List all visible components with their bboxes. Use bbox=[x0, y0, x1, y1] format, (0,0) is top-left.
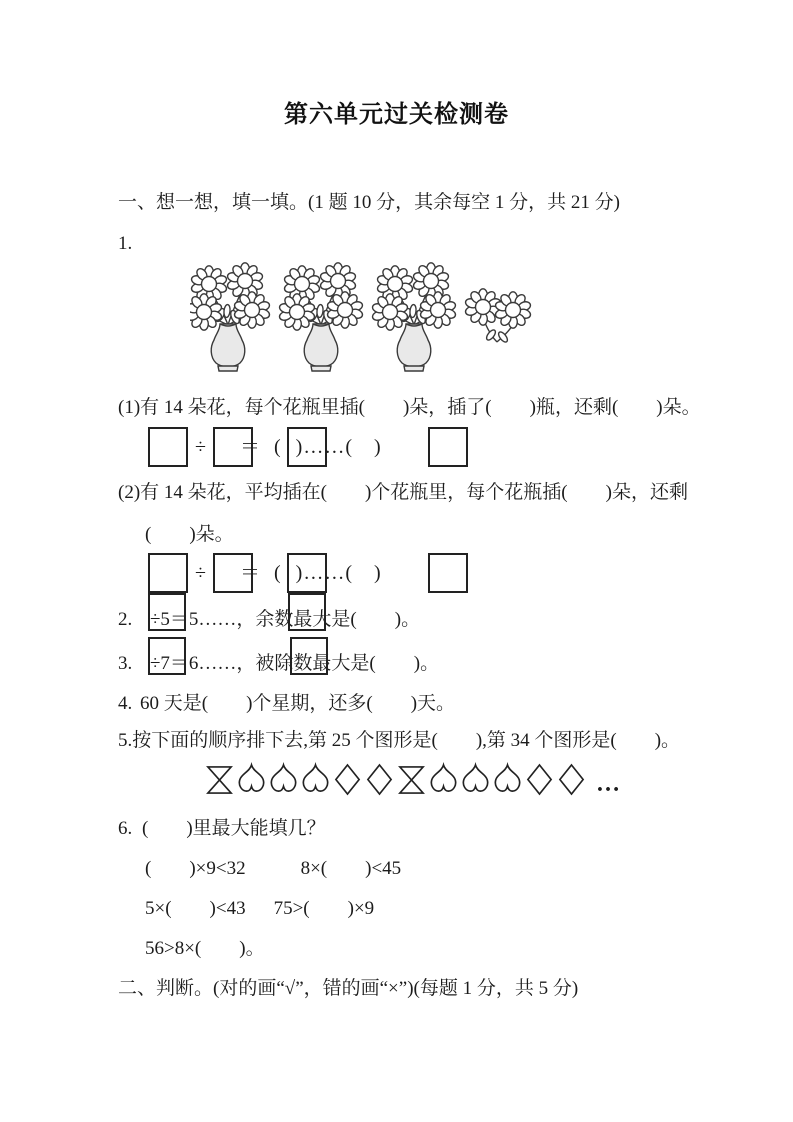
remainder-dots: )……( ) bbox=[295, 435, 382, 458]
question-4 bbox=[118, 692, 455, 716]
inequality: 5×( )<43 bbox=[145, 898, 246, 919]
question6-row1 bbox=[145, 857, 401, 881]
answer-box[interactable] bbox=[288, 593, 326, 631]
open-paren: ( bbox=[273, 435, 281, 458]
heart-shape bbox=[300, 761, 331, 798]
question-2 bbox=[118, 608, 420, 632]
open-paren: ( bbox=[273, 561, 281, 584]
question1-part2-line1: (2)有 14 朵花，平均插在( )个花瓶里，每个花瓶插( )朵，还剩 bbox=[118, 482, 688, 503]
equals-sign: ＝ bbox=[239, 561, 260, 584]
inequality: 75>( )×9 bbox=[273, 898, 375, 919]
question6-row3 bbox=[145, 937, 265, 961]
hourglass-shape bbox=[204, 761, 235, 798]
question1-part1-equation bbox=[148, 427, 468, 467]
inequality: 56>8×( )。 bbox=[145, 938, 265, 959]
equals-sign: ＝ bbox=[239, 435, 260, 458]
question2-number: 2. bbox=[118, 609, 133, 630]
diamond-shape bbox=[364, 761, 395, 798]
heart-shape bbox=[428, 761, 459, 798]
diamond-shape bbox=[556, 761, 587, 798]
answer-box[interactable] bbox=[290, 637, 328, 675]
question4-text: 60 天是( )个星期，还多( )天。 bbox=[140, 693, 456, 714]
question-3 bbox=[118, 652, 439, 676]
section1-heading: 一、想一想，填一填。(1 题 10 分，其余每空 1 分，共 21 分) bbox=[118, 192, 620, 213]
heart-shape bbox=[236, 761, 267, 798]
divide-sign: ÷ bbox=[195, 561, 206, 584]
flower-vases-illustration bbox=[190, 262, 535, 377]
question4-number: 4. bbox=[118, 693, 133, 714]
heart-shape bbox=[460, 761, 491, 798]
question2-text: ÷5＝5……，余数最大是( )。 bbox=[150, 609, 421, 630]
diamond-shape bbox=[332, 761, 363, 798]
question1-part2-equation bbox=[148, 553, 468, 593]
hourglass-shape bbox=[396, 761, 427, 798]
answer-box[interactable] bbox=[428, 553, 468, 593]
answer-box[interactable] bbox=[148, 427, 188, 467]
page-title: 第六单元过关检测卷 bbox=[284, 101, 509, 128]
divide-sign: ÷ bbox=[195, 435, 206, 458]
question1-part1: (1)有 14 朵花，每个花瓶里插( )朵，插了( )瓶，还剩( )朵。 bbox=[118, 397, 701, 418]
answer-box[interactable] bbox=[148, 553, 188, 593]
answer-box[interactable] bbox=[148, 593, 186, 631]
question6-row2 bbox=[145, 897, 374, 921]
pattern-shapes bbox=[204, 761, 587, 798]
question3-number: 3. bbox=[118, 653, 133, 674]
question6-text: ( )里最大能填几？ bbox=[142, 818, 326, 839]
section2-heading: 二、判断。(对的画“√”，错的画“×”)(每题 1 分，共 5 分) bbox=[118, 978, 579, 999]
pattern-ellipsis: … bbox=[596, 771, 620, 797]
inequality: ( )×9<32 bbox=[145, 858, 246, 879]
question1-part2-line2: ( )朵。 bbox=[145, 524, 234, 545]
heart-shape bbox=[268, 761, 299, 798]
question5-text: 按下面的顺序排下去,第 25 个图形是( ),第 34 个图形是( )。 bbox=[132, 730, 681, 751]
answer-box[interactable] bbox=[148, 637, 186, 675]
question6-number: 6. bbox=[118, 818, 133, 839]
inequality: 8×( )<45 bbox=[300, 858, 402, 879]
heart-shape bbox=[492, 761, 523, 798]
question-6 bbox=[118, 817, 326, 841]
answer-box[interactable] bbox=[428, 427, 468, 467]
question3-text: ÷7＝6……，被除数最大是( )。 bbox=[150, 653, 440, 674]
question1-number: 1. bbox=[118, 233, 133, 254]
diamond-shape bbox=[524, 761, 555, 798]
remainder-dots: )……( ) bbox=[295, 561, 382, 584]
question-5 bbox=[118, 729, 680, 753]
question5-number: 5. bbox=[118, 730, 133, 751]
